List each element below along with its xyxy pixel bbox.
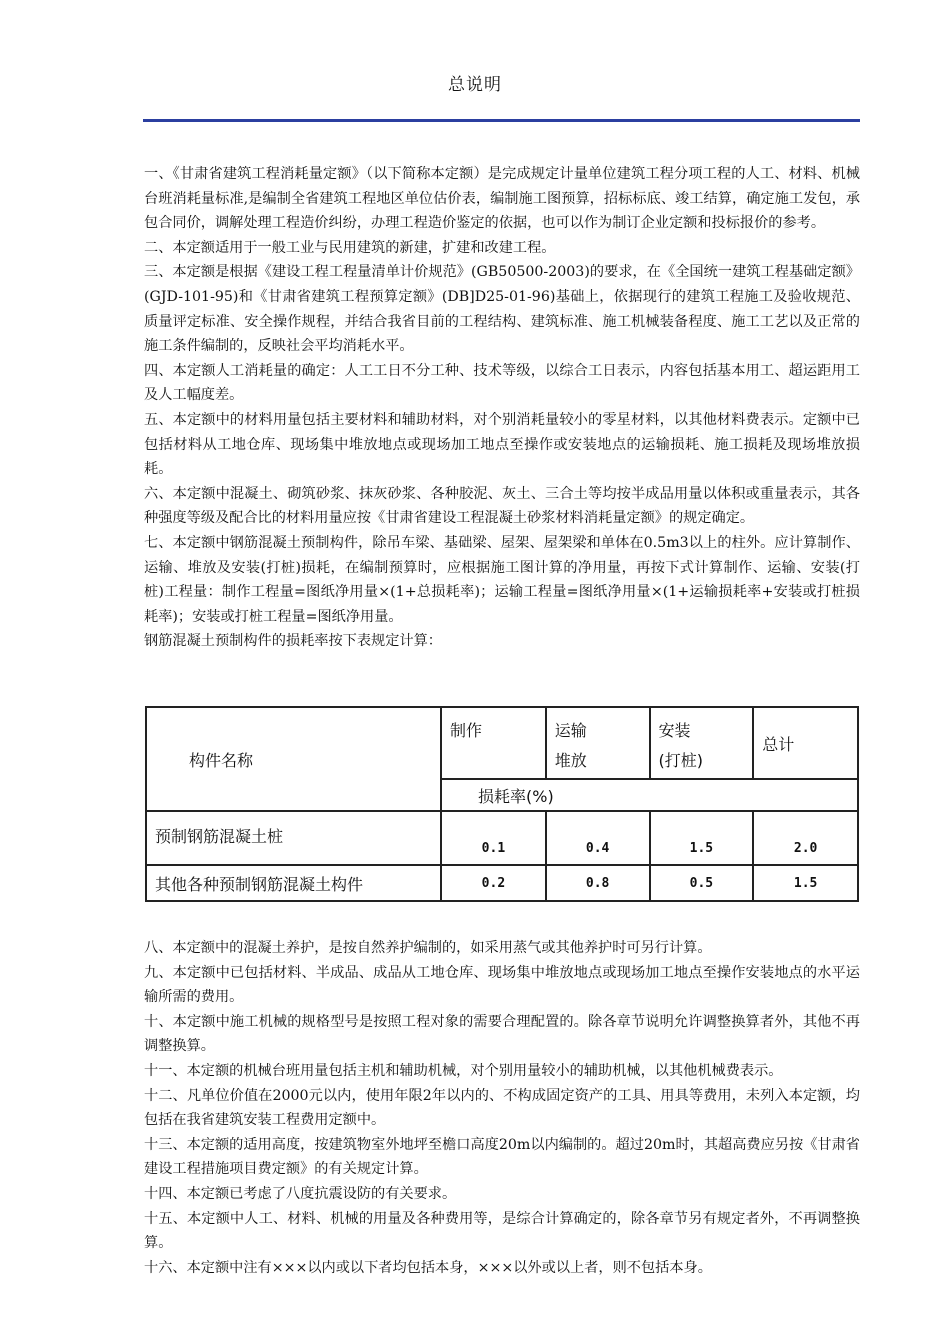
paragraph-11: 十一、本定额的机械台班用量包括主机和辅助机械，对个别用量较小的辅助机械，以其他机械费表示。: [144, 1062, 783, 1079]
header-install: [650, 707, 754, 779]
intro-section: [144, 162, 860, 654]
paragraph-9: 九、本定额中已包括材料、半成品、成品从工地仓库、现场集中堆放地点或现场加工地点至操作安装地点的水平运输所需的费用。: [144, 964, 860, 1006]
paragraph-16: 十六、本定额中注有×××以内或以下者均包括本身，×××以外或以上者，则不包括本身。: [144, 1259, 712, 1276]
paragraph-2: 二、本定额适用于一般工业与民用建筑的新建，扩建和改建工程。: [144, 239, 556, 256]
notes-section: [144, 936, 860, 1280]
paragraph-3: 三、本定额是根据《建设工程工程量清单计价规范》(GB50500-2003)的要求，在《全国统一建筑工程基础定额》(GJD-101-95)和《甘肃省建筑工程预算定额》(DB]D25-01-96)基础上，依据现行的建筑工程施工及验收规范、质量评定标准、安全操作规程，并结合我省目前的工程结构、建筑标准、施工机械装备程度、施工工艺以及正常的施工条件编制的，反映社会平均消耗水平。: [144, 264, 860, 355]
paragraph-15: 十五、本定额中人工、材料、机械的用量及各种费用等，是综合计算确定的，除各章节另有规定者外，不再调整换算。: [144, 1210, 860, 1252]
table-row: [146, 865, 858, 901]
cell-install: 0.5: [650, 865, 754, 901]
header-transport: [546, 707, 650, 779]
row-name: 预制钢筋混凝土桩: [146, 811, 441, 865]
cell-make: 0.2: [441, 865, 546, 901]
paragraph-14: 十四、本定额已考虑了八度抗震设防的有关要求。: [144, 1185, 457, 1202]
cell-make: 0.1: [441, 811, 546, 865]
header-transport-label-2: 堆放: [554, 751, 587, 770]
cell-install: 1.5: [650, 811, 754, 865]
header-transport-label-1: 运输: [554, 721, 587, 740]
paragraph-7: 七、本定额中钢筋混凝土预制构件，除吊车梁、基础梁、屋架、屋架梁和单体在0.5m3以上的柱外。应计算制作、运输、堆放及安装(打桩)损耗，在编制预算时，应根据施工图计算的净用量，再按下式计算制作、运输、安装(打桩)工程量：制作工程量=图纸净用量×(1+总损耗率)；运输工程量=图纸净用量×(1+运输损耗率+安装或打桩损耗率)；安装或打桩工程量=图纸净用量。: [144, 534, 860, 625]
header-make-label: 制作: [450, 721, 483, 740]
paragraph-1: 一、《甘肃省建筑工程消耗量定额》（以下简称本定额）是完成规定计量单位建筑工程分项工程的人工、材料、机械台班消耗量标准,是编制全省建筑工程地区单位估价表，编制施工图预算，招标标底、竣工结算，确定施工发包，承包合同价，调解处理工程造价纠纷，办理工程造价鉴定的依据，也可以作为制订企业定额和投标报价的参考。: [144, 166, 860, 232]
header-make: [441, 707, 546, 779]
title-divider: [143, 119, 860, 122]
header-install-label-2: (打桩): [658, 751, 704, 770]
table-header-row: [146, 707, 858, 779]
header-install-label-1: 安装: [658, 721, 691, 740]
paragraph-4: 四、本定额人工消耗量的确定：人工工日不分工种、技术等级，以综合工日表示，内容包括基本用工、超运距用工及人工幅度差。: [144, 362, 860, 404]
paragraph-13: 十三、本定额的适用高度，按建筑物室外地坪至檐口高度20m以内编制的。超过20m时，其超高费应另按《甘肃省建设工程措施项目费定额》的有关规定计算。: [144, 1136, 860, 1178]
cell-total: 1.5: [753, 865, 858, 901]
header-total: 总计: [753, 707, 858, 779]
header-component-name: 构件名称: [146, 707, 441, 811]
loss-rate-table: [145, 706, 859, 902]
page-title: 总说明: [448, 75, 502, 95]
paragraph-8: 八、本定额中的混凝土养护，是按自然养护编制的，如采用蒸气或其他养护时可另行计算。: [144, 940, 712, 956]
row-name: 其他各种预制钢筋混凝土构件: [146, 865, 441, 901]
header-loss-rate: 损耗率(%): [441, 779, 858, 811]
table-caption: 钢筋混凝土预制构件的损耗率按下表规定计算：: [144, 633, 442, 650]
paragraph-5: 五、本定额中的材料用量包括主要材料和辅助材料，对个别消耗量较小的零星材料，以其他材料费表示。定额中已包括材料从工地仓库、现场集中堆放地点或现场加工地点至操作或安装地点的运输损耗、施工损耗及现场堆放损耗。: [144, 411, 860, 478]
cell-transport: 0.4: [546, 811, 650, 865]
paragraph-10: 十、本定额中施工机械的规格型号是按照工程对象的需要合理配置的。除各章节说明允许调整换算者外，其他不再调整换算。: [144, 1013, 860, 1055]
paragraph-12: 十二、凡单位价值在2000元以内，使用年限2年以内的、不构成固定资产的工具、用具等费用，未列入本定额，均包括在我省建筑安装工程费用定额中。: [144, 1087, 860, 1129]
paragraph-6: 六、本定额中混凝土、砌筑砂浆、抹灰砂浆、各种胶泥、灰土、三合土等均按半成品用量以体积或重量表示，其各种强度等级及配合比的材料用量应按《甘肃省建设工程混凝土砂浆材料消耗量定额》的规定确定。: [144, 485, 860, 527]
table-row: [146, 811, 858, 865]
cell-transport: 0.8: [546, 865, 650, 901]
cell-total: 2.0: [753, 811, 858, 865]
